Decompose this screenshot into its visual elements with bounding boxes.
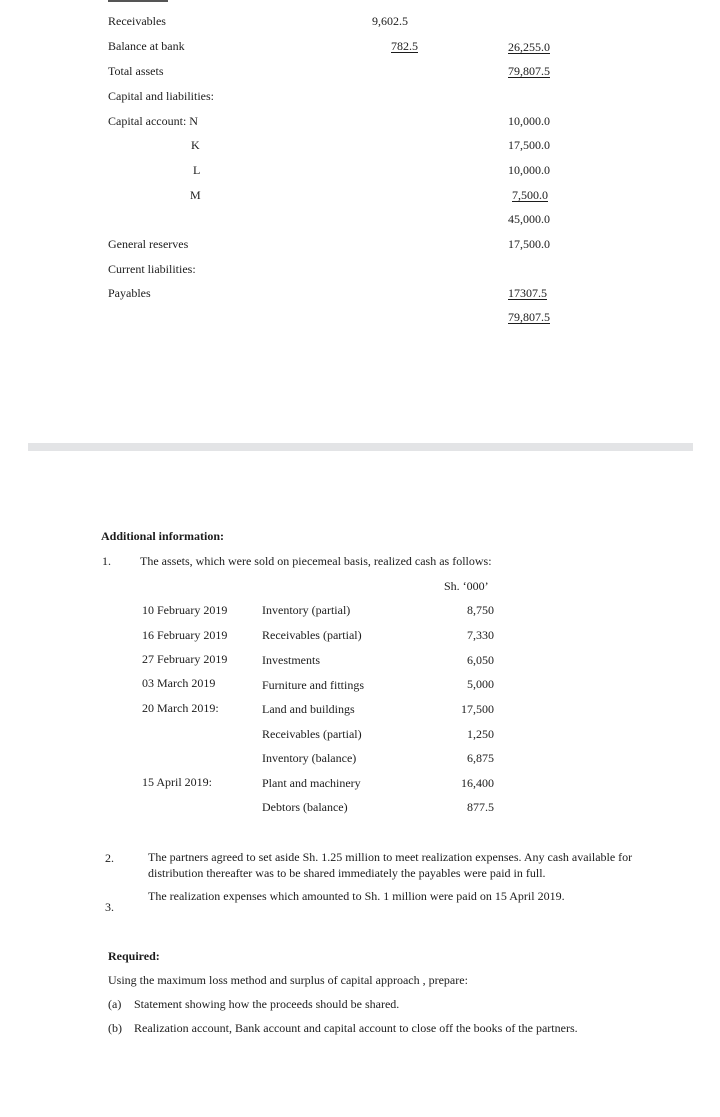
bs-col2-capital-subtotal: 45,000.0 bbox=[508, 212, 550, 226]
item3-number: 3. bbox=[105, 900, 114, 914]
required-part-label: (a) bbox=[108, 997, 122, 1011]
bs-label-capital-and-liabilities: Capital and liabilities: bbox=[108, 89, 214, 103]
sale-asset: Inventory (balance) bbox=[262, 751, 357, 765]
sale-amount: 17,500 bbox=[461, 702, 494, 716]
sale-date: 15 April 2019: bbox=[142, 775, 213, 789]
item1-text: The assets, which were sold on piecemeal basis, realized cash as follows: bbox=[140, 554, 492, 568]
bs-label-current-liabilities: Current liabilities: bbox=[108, 262, 196, 276]
sale-amount: 6,875 bbox=[467, 751, 494, 765]
bs-col1-balance-at-bank: 782.5 bbox=[391, 39, 418, 53]
required-part-label: (b) bbox=[108, 1021, 122, 1035]
additional-heading: Additional information: bbox=[101, 529, 225, 543]
cropped-row-remnant bbox=[108, 0, 168, 2]
required-part-text: Statement showing how the proceeds should be shared. bbox=[134, 997, 400, 1011]
bs-col2-capital-l: 10,000.0 bbox=[508, 163, 550, 177]
sale-amount: 1,250 bbox=[467, 727, 494, 741]
required-part-text: Realization account, Bank account and capital account to close off the books of the partners. bbox=[134, 1021, 578, 1035]
sale-amount: 16,400 bbox=[461, 776, 494, 790]
required-intro: Using the maximum loss method and surplus of capital approach , prepare: bbox=[108, 973, 468, 987]
sale-amount: 877.5 bbox=[467, 800, 494, 814]
sale-asset: Debtors (balance) bbox=[262, 800, 348, 814]
bs-col2-balance-at-bank: 26,255.0 bbox=[508, 40, 550, 54]
bs-col2-capital-n: 10,000.0 bbox=[508, 114, 550, 128]
bs-label-capital-n: Capital account: N bbox=[108, 114, 198, 128]
bs-col2-capital-m: 7,500.0 bbox=[512, 188, 548, 202]
item2-number: 2. bbox=[105, 851, 114, 865]
bs-label-balance-at-bank: Balance at bank bbox=[108, 39, 185, 53]
bs-label-capital-l: L bbox=[193, 163, 201, 177]
required-heading: Required: bbox=[108, 949, 160, 963]
bs-label-total-assets: Total assets bbox=[108, 64, 164, 78]
bs-label-payables: Payables bbox=[108, 286, 151, 300]
sale-amount: 8,750 bbox=[467, 603, 494, 617]
sale-date: 27 February 2019 bbox=[142, 652, 228, 666]
item3-text: The realization expenses which amounted to Sh. 1 million were paid on 15 April 2019. bbox=[148, 889, 565, 903]
sale-date: 03 March 2019 bbox=[142, 676, 216, 690]
bs-col2-payables: 17307.5 bbox=[508, 286, 547, 300]
bs-label-receivables: Receivables bbox=[108, 14, 166, 28]
bs-col2-capital-k: 17,500.0 bbox=[508, 138, 550, 152]
bs-col1-receivables: 9,602.5 bbox=[372, 14, 408, 28]
sale-asset: Investments bbox=[262, 653, 320, 667]
sale-date: 20 March 2019: bbox=[142, 701, 219, 715]
bs-col2-general-reserves: 17,500.0 bbox=[508, 237, 550, 251]
amount-header: Sh. ‘000’ bbox=[444, 579, 489, 593]
sale-asset: Inventory (partial) bbox=[262, 603, 351, 617]
bs-col2-grand-total: 79,807.5 bbox=[508, 310, 550, 324]
sale-date: 10 February 2019 bbox=[142, 603, 228, 617]
page-separator bbox=[28, 443, 693, 451]
sale-asset: Furniture and fittings bbox=[262, 678, 364, 692]
sale-date: 16 February 2019 bbox=[142, 628, 228, 642]
sale-amount: 5,000 bbox=[467, 677, 494, 691]
bs-col2-total-assets: 79,807.5 bbox=[508, 64, 550, 78]
sale-asset: Land and buildings bbox=[262, 702, 355, 716]
sale-asset: Receivables (partial) bbox=[262, 628, 362, 642]
sale-amount: 7,330 bbox=[467, 628, 494, 642]
bs-label-capital-k: K bbox=[191, 138, 200, 152]
sale-asset: Plant and machinery bbox=[262, 776, 361, 790]
item1-number: 1. bbox=[102, 554, 111, 568]
sale-asset: Receivables (partial) bbox=[262, 727, 362, 741]
item2-text: The partners agreed to set aside Sh. 1.25 million to meet realization expenses. Any cash available for distribution thereafter was to be shared immediately the payables were paid in full. bbox=[148, 850, 633, 880]
bs-label-general-reserves: General reserves bbox=[108, 237, 189, 251]
bs-label-capital-m: M bbox=[190, 188, 201, 202]
sale-amount: 6,050 bbox=[467, 653, 494, 667]
